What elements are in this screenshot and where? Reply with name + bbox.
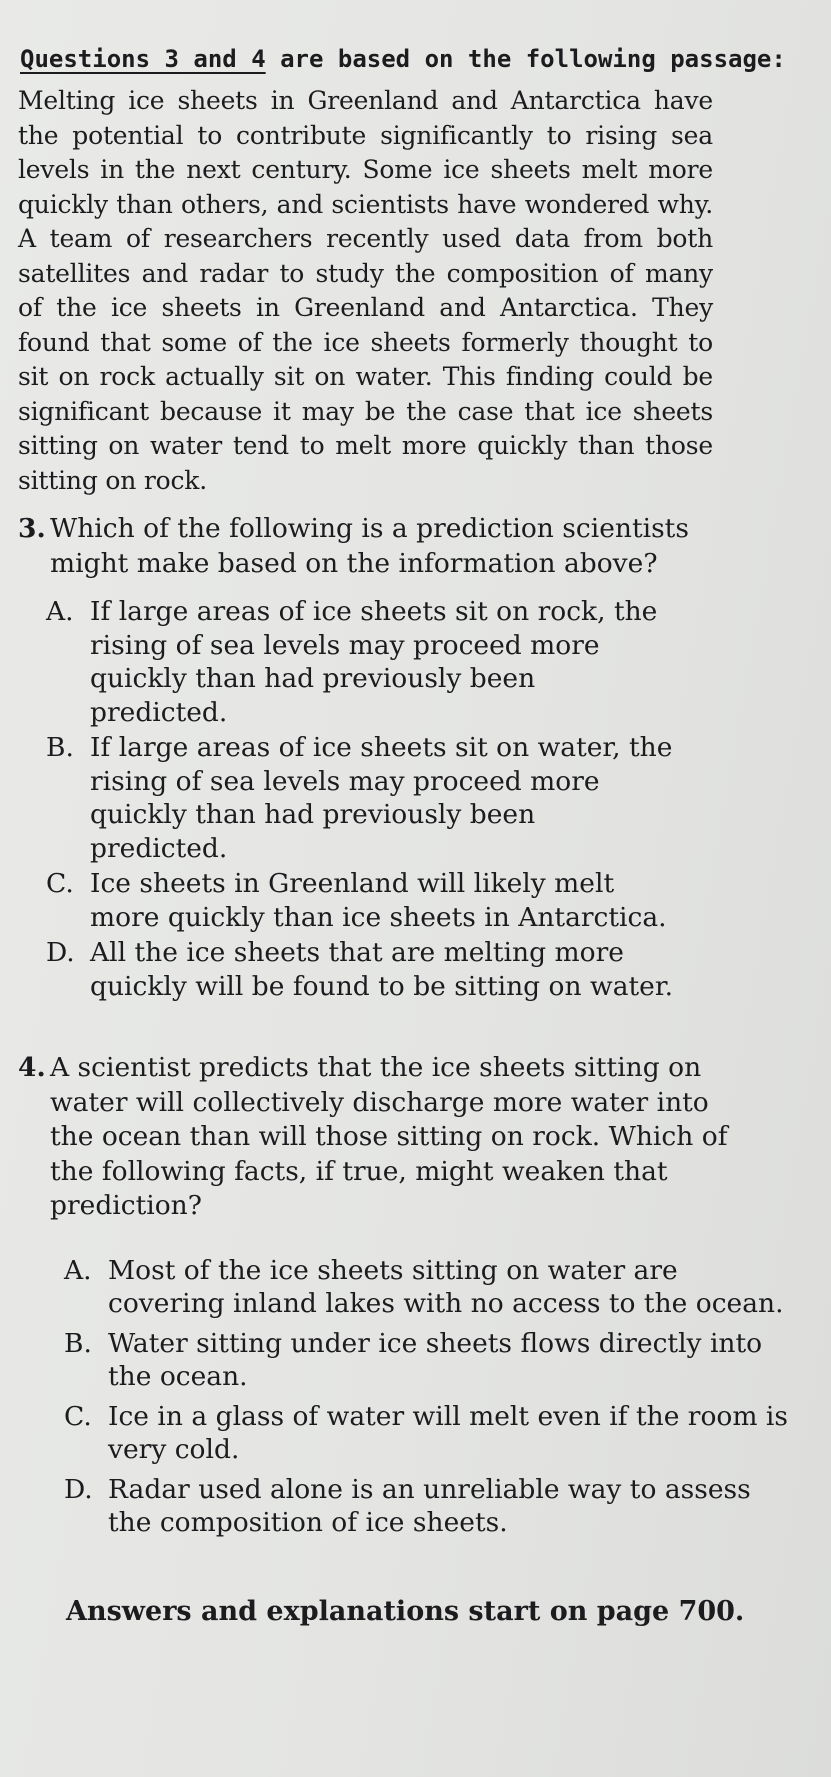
passage-text: Melting ice sheets in Greenland and Antarctica have the potential to contribute significantly to rising sea levels in the next century. Some ice sheets melt more quickly than others, and scientists have wondered why. A team of researchers recently used data from both satellites and radar to study the composition of many of the ice sheets in Greenland and Antarctica. They found that some of the ice sheets formerly thought to sit on rock actually sit on water. This finding could be significant because it may be the case that ice sheets sitting on water tend to melt more quickly than those sitting on rock. bbox=[18, 86, 713, 495]
option-letter: B. bbox=[64, 1327, 92, 1359]
option-c[interactable] bbox=[46, 867, 808, 934]
option-letter: D. bbox=[46, 937, 75, 968]
option-text: Ice sheets in Greenland will likely melt more quickly than ice sheets in Antarctica. bbox=[90, 868, 667, 933]
heading-question-range: Questions 3 and 4 bbox=[20, 45, 266, 73]
option-text: If large areas of ice sheets sit on water, the rising of sea levels may proceed more quickly than had previously been predicted. bbox=[90, 732, 673, 864]
option-text: Water sitting under ice sheets flows directly into the ocean. bbox=[108, 1327, 763, 1392]
question-number: 4. bbox=[18, 1052, 46, 1083]
option-letter: D. bbox=[64, 1473, 93, 1505]
option-a[interactable] bbox=[64, 1254, 808, 1321]
answers-reference: Answers and explanations start on page 700. bbox=[66, 1595, 745, 1627]
option-text: All the ice sheets that are melting more quickly will be found to be sitting on water. bbox=[90, 937, 673, 1002]
option-letter: A. bbox=[64, 1254, 92, 1286]
option-a[interactable] bbox=[46, 595, 808, 729]
option-letter: A. bbox=[46, 596, 74, 627]
passage-heading bbox=[20, 40, 808, 78]
question-4 bbox=[18, 1051, 808, 1540]
option-text: Radar used alone is an unreliable way to assess the composition of ice sheets. bbox=[108, 1473, 751, 1538]
question-3 bbox=[18, 512, 808, 1003]
answer-options bbox=[46, 595, 808, 1003]
option-text: If large areas of ice sheets sit on rock, the rising of sea levels may proceed more quickly than had previously been predicted. bbox=[90, 596, 658, 728]
option-text: Most of the ice sheets sitting on water are covering inland lakes with no access to the ocean. bbox=[108, 1254, 784, 1319]
question-number: 3. bbox=[18, 513, 46, 544]
option-letter: C. bbox=[46, 868, 74, 899]
heading-rest: are based on the following passage: bbox=[265, 45, 786, 73]
option-letter: C. bbox=[64, 1400, 92, 1432]
question-stem: Which of the following is a prediction scientists might make based on the information above? bbox=[50, 513, 689, 579]
option-d[interactable] bbox=[64, 1473, 808, 1540]
question-stem: A scientist predicts that the ice sheets sitting on water will collectively discharge more water into the ocean than will those sitting on rock. Which of the following facts, if true, might weaken that prediction? bbox=[50, 1052, 728, 1221]
answer-options bbox=[64, 1254, 808, 1540]
option-c[interactable] bbox=[64, 1400, 808, 1467]
option-d[interactable] bbox=[46, 936, 808, 1003]
page-content bbox=[18, 40, 808, 1630]
option-text: Ice in a glass of water will melt even if the room is very cold. bbox=[108, 1400, 789, 1465]
option-letter: B. bbox=[46, 732, 74, 763]
option-b[interactable] bbox=[64, 1327, 808, 1394]
option-b[interactable] bbox=[46, 731, 808, 865]
